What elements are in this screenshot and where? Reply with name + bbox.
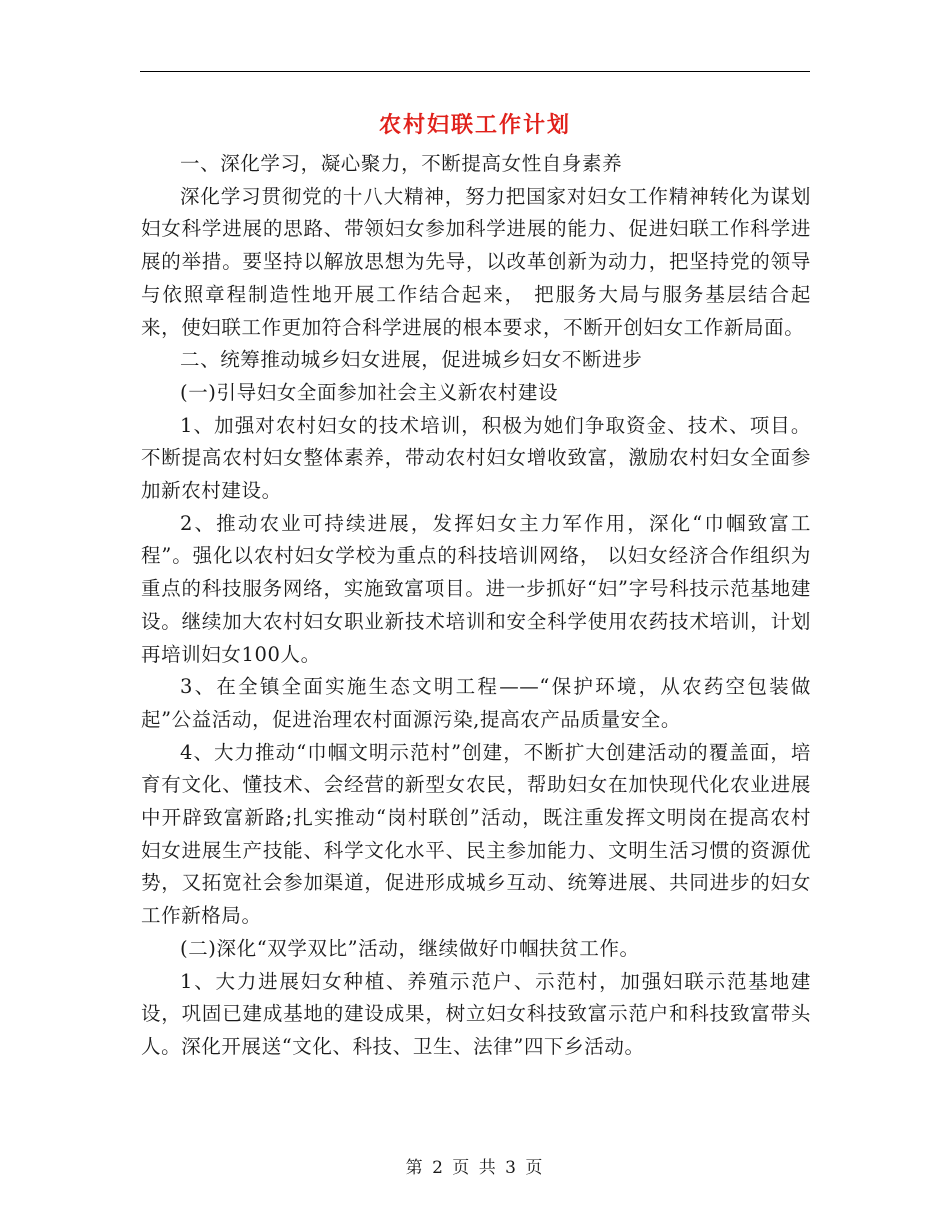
list-item-4: 4、大力推动“巾帼文明示范村”创建，不断扩大创建活动的覆盖面，培育有文化、懂技术、会经营的新型女农民，帮助妇女在加快现代化农业进展中开辟致富新路;扎实推动“岗村联创”活动，既注重发挥文明岗在提高农村妇女进展生产技能、科学文化水平、民主参加能力、文明生活习惯的资源优势，又拓宽社会参加渠道，促进形成城乡互动、统筹进展、共同进步的妇女工作新格局。 [141, 740, 811, 928]
section-heading-1: 一、深化学习，凝心聚力，不断提高女性自身素养 [180, 152, 623, 175]
list-item-1: 1、加强对农村妇女的技术培训，积极为她们争取资金、技术、项目。不断提高农村妇女整体素养，带动农村妇女增收致富，激励农村妇女全面参加新农村建设。 [141, 413, 811, 503]
document-body [141, 148, 811, 1064]
list-item-3: 3、在全镇全面实施生态文明工程——“保护环境，从农药空包装做起”公益活动，促进治理农村面源污染,提高农产品质量安全。 [141, 675, 811, 731]
list-item-5: 1、大力进展妇女种植、养殖示范户、示范村，加强妇联示范基地建设，巩固已建成基地的建设成果，树立妇女科技致富示范户和科技致富带头人。深化开展送“文化、科技、卫生、法律”四下乡活动。 [141, 969, 811, 1058]
subsection-heading-2: (二)深化“双学双比”活动，继续做好巾帼扶贫工作。 [180, 936, 640, 960]
paragraph-study: 深化学习贯彻党的十八大精神，努力把国家对妇女工作精神转化为谋划妇女科学进展的思路、带领妇女参加科学进展的能力、促进妇联工作科学进展的举措。要坚持以解放思想为先导，以改革创新为动力，把坚持党的领导与依照章程制造性地开展工作结合起来， 把服务大局与服务基层结合起来，使妇联工作更加符合科学进展的根本要求，不断开创妇女工作新局面。 [141, 184, 811, 339]
subsection-heading-1: (一)引导妇女全面参加社会主义新农村建设 [180, 380, 559, 404]
page-number: 第 2 页 共 3 页 [405, 1158, 545, 1178]
header-rule [140, 71, 810, 72]
section-heading-2: 二、统筹推动城乡妇女进展，促进城乡妇女不断进步 [180, 348, 643, 372]
list-item-2: 2、推动农业可持续进展，发挥妇女主力军作用，深化“巾帼致富工程”。强化以农村妇女学校为重点的科技培训网络， 以妇女经济合作组织为重点的科技服务网络，实施致富项目。进一步抓好“妇”字号科技示范基地建设。继续加大农村妇女职业新技术培训和安全科学使用农药技术培训，计划再培训妇女100人。 [141, 511, 811, 666]
document-title: 农村妇联工作计划 [378, 112, 571, 138]
